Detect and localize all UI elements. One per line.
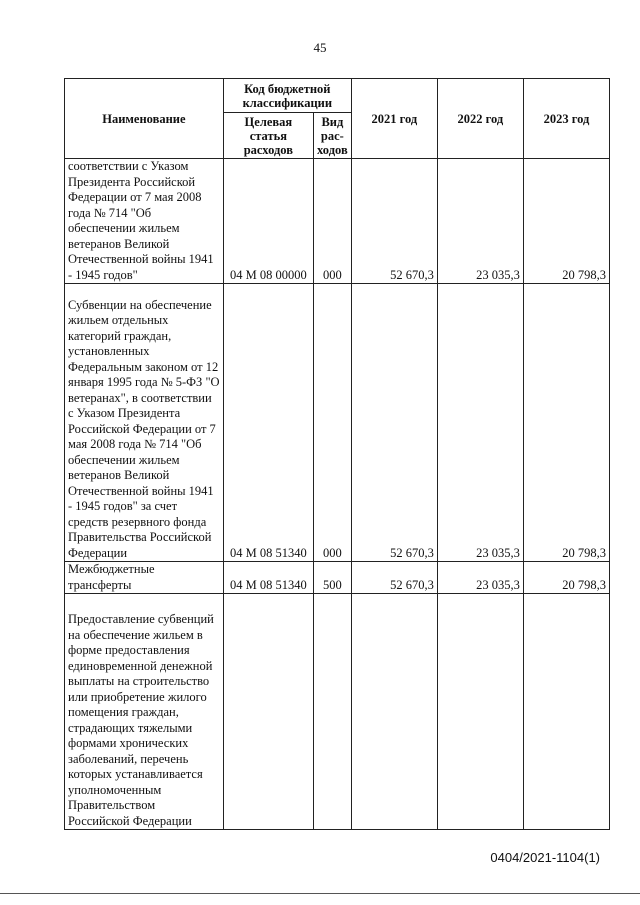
document-code: 0404/2021-1104(1) — [490, 850, 600, 865]
row-2022 — [437, 594, 523, 830]
budget-table — [64, 78, 610, 830]
row-2021 — [351, 594, 437, 830]
header-name: Наименование — [65, 79, 224, 159]
row-name: Субвенции на обеспечение жильем отдельных категорий граждан, установленных Федеральным законом от 12 января 1995 года № 5-ФЗ "О ветеранах", в соответствии с Указом Президента Российской Федерации от 7 мая 2008 года № 714 "Об обеспечении жильем ветеранов Великой Отечественной войны 1941 - 1945 годов" за счет средств резервного фонда Правительства Российской Федерации — [65, 284, 224, 562]
row-2023 — [523, 594, 609, 830]
row-vid — [313, 594, 351, 830]
row-2021: 52 670,3 — [351, 159, 437, 284]
header-target: Целевая статья расходов — [223, 113, 313, 159]
row-2023: 20 798,3 — [523, 284, 609, 562]
row-2022: 23 035,3 — [437, 284, 523, 562]
row-2022: 23 035,3 — [437, 562, 523, 594]
table-row — [65, 594, 610, 830]
header-2022: 2022 год — [437, 79, 523, 159]
row-2023: 20 798,3 — [523, 562, 609, 594]
row-target: 04 М 08 51340 — [223, 562, 313, 594]
header-2023: 2023 год — [523, 79, 609, 159]
row-2023: 20 798,3 — [523, 159, 609, 284]
row-name: Межбюджетные трансферты — [65, 562, 224, 594]
table-row — [65, 562, 610, 594]
row-target: 04 М 08 00000 — [223, 159, 313, 284]
header-row-1 — [65, 79, 610, 113]
table-row — [65, 159, 610, 284]
row-target: 04 М 08 51340 — [223, 284, 313, 562]
row-vid: 500 — [313, 562, 351, 594]
table-row — [65, 284, 610, 562]
row-2021: 52 670,3 — [351, 562, 437, 594]
row-name: Предоставление субвенций на обеспечение жильем в форме предоставления единовременной денежной выплаты на строительство или приобретение жилого помещения граждан, страдающих тяжелыми формами хронических заболеваний, перечень которых устанавливается уполномоченным Правительством Российской Федерации — [65, 594, 224, 830]
scan-edge-line — [0, 893, 640, 894]
page-number: 45 — [313, 40, 327, 55]
row-target — [223, 594, 313, 830]
row-vid: 000 — [313, 159, 351, 284]
header-2021: 2021 год — [351, 79, 437, 159]
header-code-group: Код бюджетной классификации — [223, 79, 351, 113]
header-vid: Вид рас-ходов — [313, 113, 351, 159]
row-name: соответствии с Указом Президента Российской Федерации от 7 мая 2008 года № 714 "Об обеспечении жильем ветеранов Великой Отечественной войны 1941 - 1945 годов" — [65, 159, 224, 284]
row-2022: 23 035,3 — [437, 159, 523, 284]
row-vid: 000 — [313, 284, 351, 562]
row-2021: 52 670,3 — [351, 284, 437, 562]
